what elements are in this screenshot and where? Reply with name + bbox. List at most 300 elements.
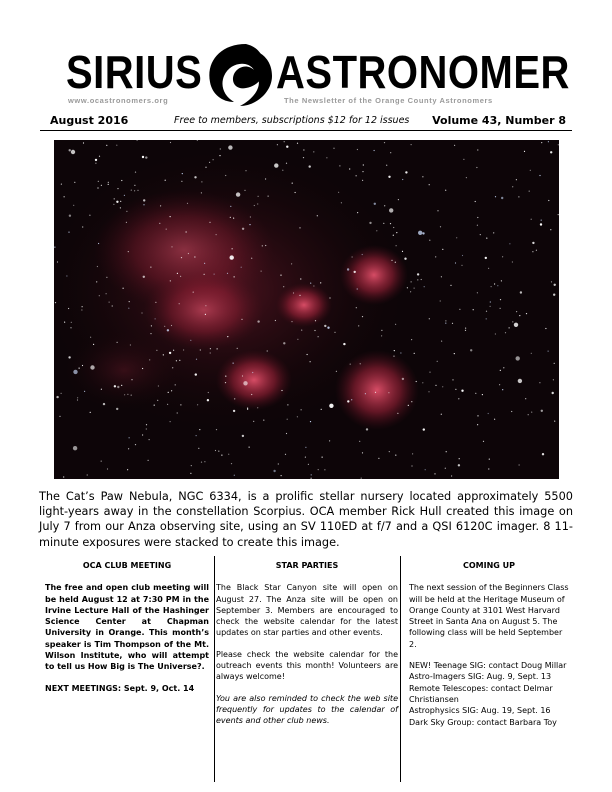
- star: [237, 348, 238, 349]
- star: [501, 197, 503, 199]
- star: [99, 156, 100, 157]
- star: [429, 184, 430, 185]
- star: [462, 255, 463, 256]
- star: [452, 323, 453, 324]
- star: [216, 234, 217, 235]
- star: [499, 384, 500, 385]
- star: [141, 312, 142, 313]
- star: [204, 274, 205, 275]
- star: [529, 191, 530, 192]
- star: [150, 333, 151, 334]
- star: [482, 394, 483, 395]
- star-parties-heading: STAR PARTIES: [275, 561, 339, 570]
- star: [171, 325, 172, 326]
- star: [352, 256, 353, 257]
- star: [452, 379, 453, 380]
- star: [225, 382, 226, 383]
- star: [257, 407, 258, 408]
- star: [242, 435, 244, 437]
- star: [542, 453, 544, 455]
- star: [396, 245, 397, 246]
- star: [477, 217, 478, 218]
- star: [55, 302, 56, 303]
- star: [108, 184, 109, 185]
- star: [204, 461, 205, 462]
- star: [278, 463, 279, 464]
- star: [257, 203, 258, 204]
- star: [194, 256, 195, 257]
- issue-bar: [40, 114, 572, 131]
- star: [480, 234, 481, 235]
- star: [293, 292, 294, 293]
- star: [408, 405, 409, 406]
- star: [210, 348, 211, 349]
- star: [163, 354, 164, 355]
- star: [405, 171, 407, 173]
- column-divider: [214, 556, 215, 782]
- sig-item: Astro-Imagers SIG: Aug. 9, Sept. 13: [409, 672, 552, 682]
- star: [109, 302, 110, 303]
- star: [63, 476, 64, 477]
- star: [491, 286, 492, 287]
- coming-up-column: [409, 560, 569, 728]
- star: [307, 354, 308, 355]
- star: [531, 412, 532, 413]
- star: [177, 273, 178, 274]
- star: [233, 410, 235, 412]
- star: [441, 414, 442, 415]
- star: [227, 273, 228, 274]
- sig-item: Remote Telescopes: contact Delmar Christiansen: [409, 683, 553, 704]
- star: [180, 276, 181, 277]
- star: [411, 401, 412, 402]
- club-meeting-column: [45, 560, 209, 704]
- star: [234, 398, 235, 399]
- star: [127, 469, 128, 470]
- photo-caption: The Cat’s Paw Nebula, NGC 6334, is a prolific stellar nursery located approximately 5500 light-years away in the constellation Scorpius. OCA member Rick Hull created this image on July 7 from our Anza observing site, using an SV 110ED at f/7 and a QSI 6120C imager. 8 11-minute exposures were stacked to create this image.: [39, 490, 573, 549]
- star: [286, 433, 287, 434]
- star: [291, 263, 292, 264]
- star: [187, 203, 188, 204]
- star: [87, 474, 88, 475]
- star: [166, 229, 167, 230]
- star: [520, 291, 522, 293]
- star: [461, 265, 462, 266]
- star: [70, 327, 71, 328]
- star: [169, 352, 171, 354]
- star: [402, 378, 404, 380]
- star: [117, 188, 118, 189]
- star: [477, 424, 478, 425]
- star: [209, 162, 210, 163]
- star: [135, 444, 136, 445]
- star: [69, 149, 71, 151]
- star: [519, 464, 520, 465]
- star: [183, 349, 184, 350]
- star: [194, 176, 196, 178]
- sig-list: [409, 660, 569, 728]
- star: [101, 461, 102, 462]
- star: [90, 412, 91, 413]
- star: [488, 413, 489, 414]
- star: [446, 451, 447, 452]
- star: [381, 330, 382, 331]
- star: [253, 421, 254, 422]
- masthead: [66, 40, 570, 106]
- coming-up-heading: COMING UP: [462, 561, 515, 570]
- star: [558, 144, 559, 145]
- star: [201, 192, 202, 193]
- star: [128, 308, 129, 309]
- star: [514, 323, 518, 327]
- star: [219, 155, 220, 156]
- star: [134, 190, 135, 191]
- star: [501, 280, 502, 281]
- star: [234, 276, 235, 277]
- star: [176, 360, 177, 361]
- star: [59, 416, 60, 417]
- star: [101, 389, 102, 390]
- star: [77, 397, 78, 398]
- star: [400, 352, 401, 353]
- star: [558, 214, 559, 215]
- star: [366, 428, 368, 430]
- star: [339, 165, 340, 166]
- star: [494, 419, 495, 420]
- star: [554, 363, 555, 364]
- star: [333, 148, 334, 149]
- star: [541, 142, 542, 143]
- star: [490, 301, 491, 302]
- star: [505, 332, 506, 333]
- star: [541, 410, 543, 412]
- star: [338, 192, 339, 193]
- star: [116, 201, 118, 203]
- star: [456, 237, 457, 238]
- star: [82, 306, 83, 307]
- star: [303, 157, 304, 158]
- star: [350, 364, 351, 365]
- star: [362, 316, 363, 317]
- star: [263, 420, 264, 421]
- star: [225, 376, 226, 377]
- star: [301, 330, 302, 331]
- star: [539, 175, 540, 176]
- star: [425, 469, 426, 470]
- star: [422, 382, 423, 383]
- masthead-website: www.ocastronomers.org: [68, 96, 169, 105]
- star: [143, 199, 145, 201]
- star: [83, 142, 84, 143]
- star: [77, 399, 78, 400]
- star: [123, 288, 124, 289]
- star: [310, 361, 311, 362]
- star: [378, 458, 379, 459]
- star: [477, 225, 478, 226]
- star: [149, 359, 150, 360]
- star: [128, 251, 129, 252]
- star: [208, 392, 209, 393]
- star: [369, 222, 371, 224]
- star: [359, 441, 360, 442]
- star: [324, 469, 325, 470]
- star: [201, 181, 202, 182]
- star: [347, 400, 349, 402]
- star: [242, 375, 243, 376]
- star: [531, 219, 532, 220]
- star: [173, 350, 174, 351]
- star: [96, 281, 97, 282]
- star: [188, 253, 189, 254]
- star: [168, 392, 169, 393]
- star: [265, 245, 266, 246]
- star: [90, 365, 94, 369]
- star: [412, 453, 413, 454]
- star: [445, 320, 446, 321]
- star: [550, 229, 551, 230]
- star: [486, 311, 487, 312]
- star: [205, 305, 206, 306]
- star: [228, 454, 229, 455]
- star: [502, 389, 503, 390]
- star: [196, 359, 197, 360]
- star: [317, 215, 318, 216]
- star: [324, 325, 326, 327]
- star: [374, 150, 375, 151]
- star: [458, 398, 459, 399]
- star: [69, 215, 71, 217]
- star: [553, 379, 554, 380]
- star: [209, 222, 210, 223]
- star: [267, 350, 268, 351]
- star: [116, 145, 117, 146]
- star: [175, 384, 176, 385]
- star: [258, 196, 259, 197]
- star: [282, 170, 283, 171]
- star: [228, 145, 232, 149]
- star: [142, 434, 143, 435]
- star: [97, 266, 98, 267]
- star: [114, 385, 116, 387]
- star: [265, 178, 266, 179]
- star: [524, 151, 525, 152]
- star: [396, 232, 397, 233]
- star: [155, 302, 156, 303]
- star: [286, 146, 288, 148]
- star: [384, 142, 385, 143]
- star: [329, 440, 330, 441]
- star: [197, 404, 198, 405]
- star: [129, 301, 130, 302]
- star: [477, 292, 478, 293]
- nebula-image: [54, 140, 559, 479]
- star: [320, 282, 321, 283]
- star: [310, 283, 311, 284]
- star: [356, 307, 357, 308]
- star: [154, 405, 155, 406]
- star: [349, 168, 350, 169]
- star: [465, 328, 466, 329]
- star: [381, 335, 382, 336]
- star: [548, 141, 549, 142]
- star: [137, 190, 138, 191]
- star: [165, 180, 166, 181]
- star: [553, 294, 555, 296]
- star: [297, 339, 298, 340]
- star: [390, 152, 391, 153]
- star: [473, 309, 474, 310]
- outreach-text: Please check the website calendar for the outreach events this month! Volunteers are always welcome!: [216, 649, 398, 682]
- star: [329, 297, 330, 298]
- star: [511, 411, 512, 412]
- star: [357, 212, 358, 213]
- star: [146, 424, 147, 425]
- star: [361, 478, 362, 479]
- star: [124, 195, 125, 196]
- star: [126, 222, 127, 223]
- star: [318, 469, 319, 470]
- star: [388, 176, 390, 178]
- star: [536, 250, 537, 251]
- star: [249, 447, 250, 448]
- reminder-text: You are also reminded to check the web site frequently for updates to the calendar of events and other club news.: [216, 693, 398, 726]
- star: [362, 171, 363, 172]
- star: [149, 439, 150, 440]
- star: [99, 295, 100, 296]
- issue-date: August 2016: [50, 114, 129, 127]
- star: [362, 254, 363, 255]
- star: [61, 184, 62, 185]
- star: [121, 180, 122, 181]
- star: [393, 227, 394, 228]
- star: [215, 450, 216, 451]
- star: [404, 258, 406, 260]
- star: [150, 267, 151, 268]
- star: [454, 353, 455, 354]
- star: [131, 379, 132, 380]
- star: [181, 257, 182, 258]
- star: [250, 216, 251, 217]
- star: [429, 372, 430, 373]
- swirl-logo-icon: [202, 40, 278, 110]
- star: [358, 325, 359, 326]
- star: [90, 337, 91, 338]
- star: [195, 373, 197, 375]
- star: [107, 468, 108, 469]
- star: [79, 368, 80, 369]
- star: [283, 342, 285, 344]
- star: [489, 459, 490, 460]
- star: [54, 247, 55, 248]
- star: [143, 204, 144, 205]
- star: [365, 393, 366, 394]
- star: [274, 163, 278, 167]
- club-meeting-heading: OCA CLUB MEETING: [82, 561, 172, 570]
- star: [221, 455, 222, 456]
- star: [112, 305, 113, 306]
- star: [465, 330, 466, 331]
- star: [455, 389, 456, 390]
- star: [291, 321, 292, 322]
- star: [146, 428, 147, 429]
- star: [113, 204, 114, 205]
- star: [502, 256, 503, 257]
- star: [494, 283, 495, 284]
- star: [287, 404, 288, 405]
- star: [476, 167, 477, 168]
- star: [106, 145, 107, 146]
- star: [402, 251, 403, 252]
- star: [82, 226, 83, 227]
- star: [301, 409, 302, 410]
- star: [422, 232, 424, 234]
- star: [391, 260, 392, 261]
- star: [441, 341, 442, 342]
- star: [218, 451, 219, 452]
- star: [297, 143, 298, 144]
- star: [336, 371, 337, 372]
- star: [190, 473, 191, 474]
- star: [247, 409, 248, 410]
- star: [73, 370, 77, 374]
- star: [347, 268, 349, 270]
- star: [300, 278, 301, 279]
- star: [120, 207, 121, 208]
- star: [398, 199, 399, 200]
- star: [204, 263, 205, 264]
- star: [486, 318, 487, 319]
- star: [554, 421, 555, 422]
- star: [97, 187, 98, 188]
- star: [395, 324, 396, 325]
- star: [230, 206, 231, 207]
- star: [198, 448, 199, 449]
- star: [414, 353, 415, 354]
- star: [158, 385, 159, 386]
- star: [531, 353, 532, 354]
- star: [516, 356, 520, 360]
- star: [205, 314, 206, 315]
- star: [411, 465, 412, 466]
- star: [321, 409, 322, 410]
- star: [196, 435, 197, 436]
- star: [84, 391, 85, 392]
- star: [402, 179, 403, 180]
- star: [305, 457, 306, 458]
- star: [483, 441, 484, 442]
- star: [388, 392, 389, 393]
- star: [193, 292, 194, 293]
- star: [440, 300, 441, 301]
- star: [422, 176, 423, 177]
- star: [488, 268, 489, 269]
- star: [225, 175, 226, 176]
- star: [455, 262, 456, 263]
- sig-item: Astrophysics SIG: Aug. 19, Sept. 16: [409, 706, 551, 716]
- star: [459, 309, 460, 310]
- masthead-title-left: SIRIUS: [66, 47, 203, 99]
- beginners-class-text: The next session of the Beginners Class will be held at the Heritage Museum of Orange County at 3101 West Harvard Street in Santa Ana on August 5. The following class will be held September 2.: [409, 583, 569, 649]
- star: [120, 201, 121, 202]
- star: [262, 245, 263, 246]
- star: [251, 258, 252, 259]
- star: [490, 306, 491, 307]
- star: [395, 262, 396, 263]
- star: [177, 412, 178, 413]
- star: [488, 468, 489, 469]
- star: [411, 144, 412, 145]
- star: [93, 344, 94, 345]
